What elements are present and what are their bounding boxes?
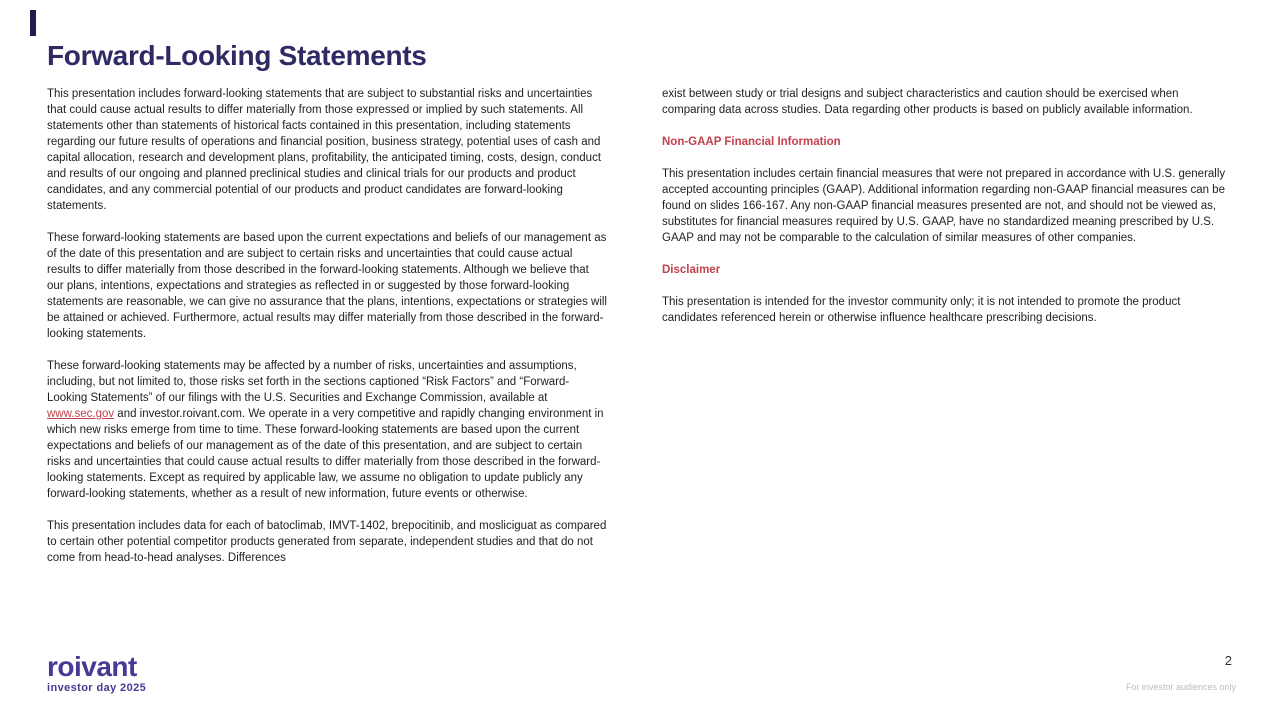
paragraph: These forward-looking statements are based upon the current expectations and beliefs of our management as of the date of this presentation and are subject to certain risks and uncertainties that could cause actual results to differ materially from those described in the forward-looking statements. Although we believe that our plans, intentions, expectations and strategies as reflected in or suggested by those forward-looking statements are reasonable, we can give no assurance that the plans, intentions, expectations or strategies will be attained or achieved. Furthermore, actual results may differ materially from those described in the forward-looking statements. — [47, 232, 607, 340]
paragraph-text: These forward-looking statements may be affected by a number of risks, uncertainties and assumptions, including, but not limited to, those risks set forth in the sections captioned “Risk Factors” and “Forward-Looking Statements” of our filings with the U.S. Securities and Exchange Commission, available at — [47, 360, 577, 404]
left-column — [47, 86, 607, 582]
paragraph — [47, 358, 607, 502]
paragraph: This presentation includes forward-looking statements that are subject to substantial risks and uncertainties that could cause actual results to differ materially from those expressed or implied by such statements. All statements other than statements of historical facts contained in this presentation, including statements regarding our future results of operations and financial position, business strategy, potential uses of cash and capital allocation, research and development plans, profitability, the anticipated timing, costs, design, conduct and results of our ongoing and planned preclinical studies and clinical trials for our products and product candidates, and any commercial potential of our products and product candidates are forward-looking statements. — [47, 88, 602, 212]
sec-gov-link[interactable]: www.sec.gov — [47, 408, 115, 420]
content-columns — [47, 86, 1234, 582]
paragraph: exist between study or trial designs and subject characteristics and caution should be exercised when comparing data across studies. Data regarding other products is based on publicly available information. — [662, 88, 1193, 116]
section-heading-non-gaap: Non-GAAP Financial Information — [662, 136, 841, 148]
paragraph-text: and investor.roivant.com. We operate in a very competitive and rapidly changing environment in which new risks emerge from time to time. These forward-looking statements are based upon the current expectations and beliefs of our management as of the date of this presentation, and are subject to certain risks and uncertainties that could cause actual results to differ materially from those described in the forward-looking statements. Except as required by applicable law, we assume no obligation to update publicly any forward-looking statements, whether as a result of new information, future events or otherwise. — [47, 408, 604, 500]
audience-note: For investor audiences only — [1125, 682, 1236, 692]
top-left-accent-mark — [30, 10, 36, 36]
roivant-logo — [47, 651, 147, 694]
paragraph: This presentation includes data for each of batoclimab, IMVT-1402, brepocitinib, and mosliciguat as compared to certain other potential competitor products generated from separate, independent studies and that do not come from head-to-head analyses. Differences — [47, 520, 607, 564]
section-heading-disclaimer: Disclaimer — [662, 264, 721, 276]
right-column — [662, 86, 1234, 582]
logo-wordmark: roivant — [47, 651, 137, 682]
page-title: Forward-Looking Statements — [47, 40, 427, 71]
paragraph: This presentation includes certain financial measures that were not prepared in accordance with U.S. generally accepted accounting principles (GAAP). Additional information regarding non-GAAP financial measures can be found on slides 166-167. Any non-GAAP financial measures presented are not, and should not be viewed as, substitutes for financial measures required by U.S. GAAP, have no standardized meaning prescribed by U.S. GAAP and may not be comparable to the calculation of similar measures of other companies. — [662, 168, 1226, 244]
page-number: 2 — [1224, 653, 1232, 668]
logo-subtitle: investor day 2025 — [47, 682, 147, 694]
paragraph: This presentation is intended for the investor community only; it is not intended to promote the product candidates referenced herein or otherwise influence healthcare prescribing decisions. — [662, 296, 1181, 324]
